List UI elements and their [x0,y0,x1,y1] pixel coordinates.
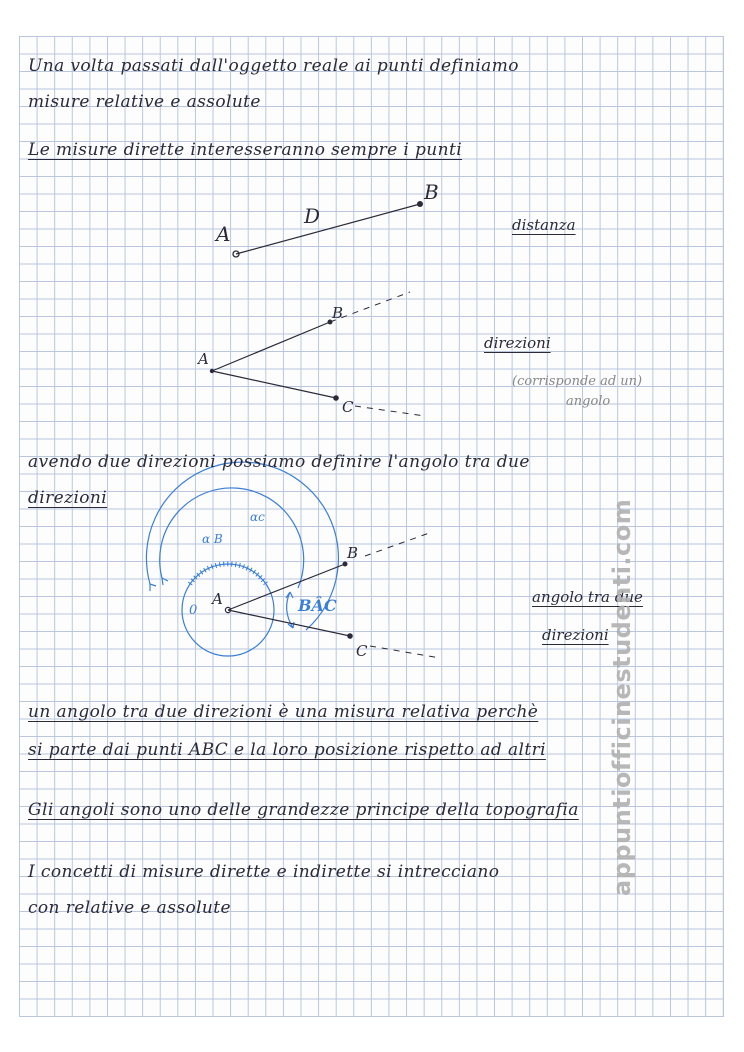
point-b [417,201,423,207]
arc-alpha-b [160,488,304,588]
fig2-note-line-1: (corrisponde ad un) [512,374,643,389]
point-b-3 [343,562,348,567]
fig2-note-line-2: angolo [566,394,611,409]
direction-ab [212,322,330,371]
direction-ac [212,371,336,398]
direction-ac-extension [355,406,425,416]
fig2-label-b: B [332,304,344,322]
note-line-1: Una volta passati dall'oggetto reale ai punti definiamo [28,56,519,76]
watermark: appuntiofficinestudenti.com [608,498,636,896]
fig1-label-a: A [216,222,231,246]
fig3-label-a: A [212,590,223,608]
fig1-caption: distanza [512,216,576,234]
fig2-caption: direzioni [484,334,551,352]
fig2-label-a: A [198,350,209,368]
fig3-label-angle: BÂC [298,596,337,615]
segment-ab [236,204,420,254]
fig3-label-zero: 0 [189,603,198,618]
figure-distance [233,201,423,257]
note-line-7: si parte dai punti ABC e la loro posizione rispetto ad altri [28,740,546,760]
fig1-label-b: B [424,180,439,204]
fig3-label-alpha-c: αc [250,510,265,524]
fig3-caption-line-1: angolo tra due [532,588,643,606]
figure-directions [210,292,425,416]
fig3-caption-line-2: direzioni [542,626,609,644]
fig3-label-b: B [347,544,359,562]
figure-angle [146,462,440,658]
point-c-3 [347,633,353,639]
note-line-10: con relative e assolute [28,898,231,918]
direction-ac-3-extension [370,646,440,658]
note-line-9: I concetti di misure dirette e indirette si intrecciano [28,862,500,882]
arrow-alpha-b [162,578,168,585]
point-a-2 [210,369,214,373]
note-line-8: Gli angoli sono uno delle grandezze principe della topografia [28,800,579,820]
note-line-4: avendo due direzioni possiamo definire l'angolo tra due [28,452,530,472]
fig3-label-c: C [356,642,368,660]
note-line-5: direzioni [28,488,108,508]
fig1-label-d: D [304,204,321,228]
protractor-ticks [190,564,266,584]
note-line-3: Le misure dirette interesseranno sempre i punti [28,140,463,160]
note-line-6: un angolo tra due direzioni è una misura relativa perchè [28,702,539,722]
arrow-alpha-c [150,584,156,591]
angle-arrow-top [286,592,293,598]
direction-ab-3-extension [365,532,432,556]
fig2-label-c: C [342,398,354,416]
fig3-label-alpha-b: α B [202,532,223,546]
point-c-2 [333,395,339,401]
note-line-2: misure relative e assolute [28,92,261,112]
